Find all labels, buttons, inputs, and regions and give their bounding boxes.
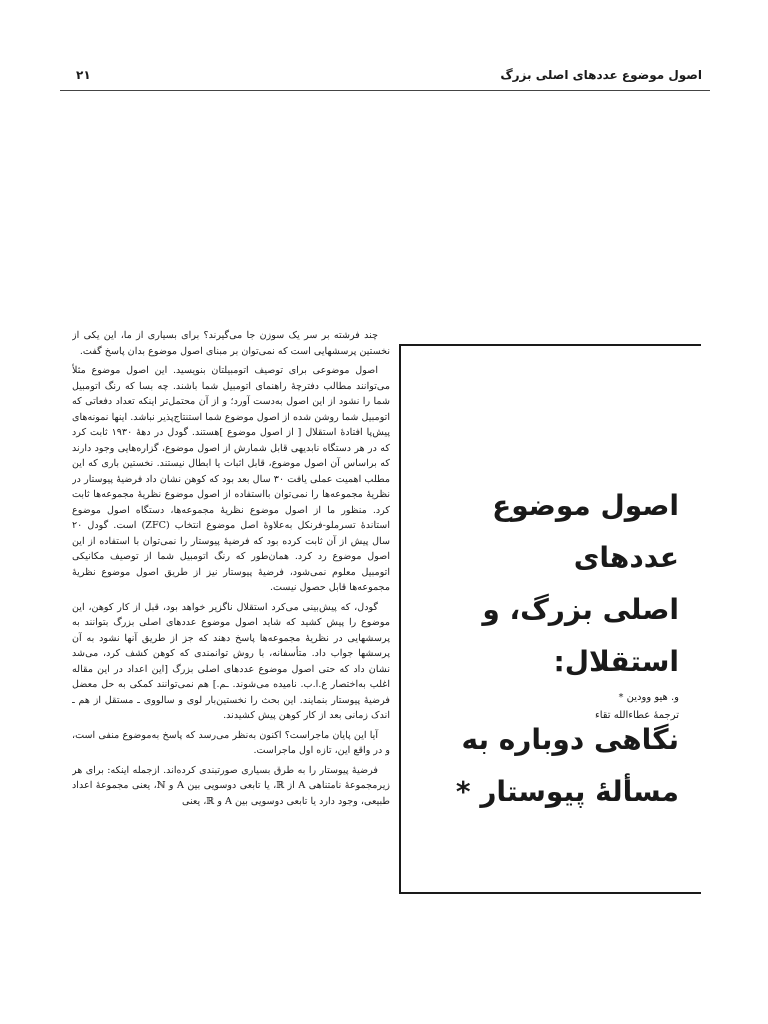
translator-credit: ترجمهٔ عطاءالله تقاء [595,710,679,721]
paragraph: چند فرشته بر سر یک سوزن جا می‌گیرند؟ برای بسیاری از ما، این یکی از نخستین پرسشهایی است که نمی‌توان بر مبنای اصول موضوع بدان پاسخ گفت. [72,330,390,357]
paragraph: فرضیهٔ پیوستار را به طرق بسیاری صورتبندی کرده‌اند. ازجمله اینکه: برای هر زیرمجموعهٔ نامتناهی A از ℝ، یا تابعی دوسویی بین A و ℕ، یعنی مجموعهٔ اعداد طبیعی، وجود دارد یا تابعی دوسویی بین A و ℝ، یعنی [72,764,390,807]
body-text-column [72,328,390,908]
paragraph: آیا این پایان ماجراست؟ اکنون به‌نظر می‌رسد که پاسخ به‌موضوع منفی است، و در واقع این، تازه اول ماجراست. [72,729,390,756]
title-line: اصول موضوع عددهای [492,489,679,574]
running-head [60,68,710,91]
paragraph: گودل، که پیش‌بینی می‌کرد استقلال ناگزیر خواهد بود، قبل از کار کوهن، این موضوع را پیش کشید که شاید اصول موضوع عددهای اصلی بزرگ بتوانند به پرسشهایی در نظریهٔ مجموعه‌ها پاسخ دهند که جز از طریق آنها نشود به آن پرسشها جواب داد. متأسفانه، با روش توانمندی که کوهن کشف کرد، می‌شد نشان داد که حتی اصول موضوع عددهای اصلی بزرگ [این اعداد در این مقاله اغلب به‌اختصار ع.ا.ب. نامیده می‌شوند. ـم.] هم نمی‌توانند کمکی به حل معضل فرضیهٔ پیوستار بنمایند. این بحث را نخستین‌بار لوی و سالووی ـ مستقل از هم ـ اندک زمانی بعد از کار کوهن پیش کشیدند. [72,601,390,721]
running-head-title: اصول موضوع عددهای اصلی بزرگ [500,68,702,82]
page-number: ۲۱ [76,68,91,82]
title-line: نگاهی دوباره به [461,723,679,756]
paragraph: اصول موضوعی برای توصیف اتومبیلتان بنویسید. این اصول موضوع مثلاً می‌توانند مطالب دفترچهٔ راهنمای اتومبیل شما باشند. چه بسا که رنگ اتومبیل شما را نشود از این اصول به‌دست آورد؛ و از آن محتمل‌تر اینکه تعداد دفعاتی که اتومبیل شما روشن شده از اصول موضوع شما استنتاج‌پذیر نباشد. اینها نمونه‌های پیش‌پا افتادهٔ استقلال [ از اصول موضوع ]هستند. گودل در دههٔ ۱۹۳۰ ثابت کرد که در هر دستگاه نابدیهی قابل شمارش از اصول موضوع، گزاره‌هایی وجود دارند که براساس آن اصول موضوع، قابل اثبات یا ابطال نیستند. نخستین باری که این مطلب اهمیت عملی یافت ۳۰ سال بعد بود که کوهن نشان داد فرضیهٔ پیوستار در نظریهٔ مجموعه‌ها را نمی‌توان بااستفاده از اصول موضوع نظریهٔ مجموعه‌ها ثابت کرد. منظور ما از اصول موضوع نظریهٔ مجموعه‌ها، دستگاه اصول موضوع استاندهٔ تسرملو-فرنکل به‌علاوهٔ اصل موضوع انتخاب (ZFC) است. گودل ۲۰ سال پیش از آن ثابت کرده بود که فرضیهٔ پیوستار را نمی‌توان با استفاده از این اصول موضوع رد کرد. همان‌طور که رنگ اتومبیل شما از توصیف مکانیکی اتومبیل معلوم نمی‌شود، فرضیهٔ پیوستار نیز از طریق اصول موضوع نظریهٔ مجموعه‌ها قابل حصول نیست. [72,365,390,593]
title-line: مسألهٔ پیوستار * [455,775,679,808]
article-title-box [399,344,701,894]
article-title [409,480,679,818]
author-name: و. هیو وودین * [618,692,679,703]
title-line: اصلی بزرگ، و استقلال: [482,593,679,678]
